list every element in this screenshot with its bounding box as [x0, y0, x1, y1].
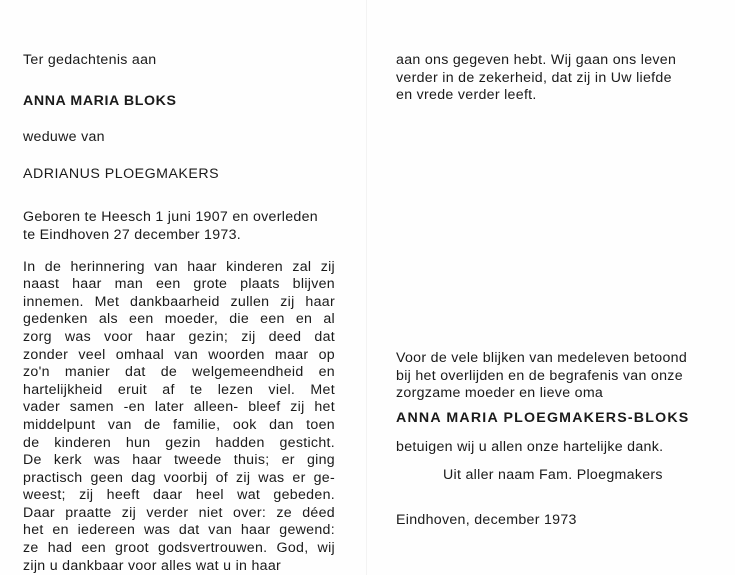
text-line: ze had een groot godsvertrouwen. God, wij: [23, 540, 335, 557]
text-line: gedenken als een moeder, die een en al: [23, 311, 335, 328]
continuation-line: en vrede verder leeft.: [396, 87, 537, 104]
text-line: In de herinnering van haar kinderen zal zij: [23, 258, 335, 275]
thanks-line: zorgzame moeder en lieve oma: [396, 385, 604, 402]
left-page: [23, 52, 335, 575]
thanks-text: betuigen wij u allen onze hartelijke dank.: [396, 439, 664, 455]
intro-text: Ter gedachtenis aan: [23, 52, 157, 68]
text-line: zorg was voor haar gezin; zij deed dat: [23, 328, 335, 345]
text-line: zonder veel omhaal van woorden maar op: [23, 346, 335, 363]
widow-of-text: weduwe van: [23, 129, 105, 146]
fold-line: [366, 0, 367, 575]
text-line: de kinderen hun gezin hadden gesticht.: [23, 434, 335, 451]
birth-line: Geboren te Heesch 1 juni 1907 en overleden: [23, 209, 318, 226]
text-line: Daar praatte zij verder niet over: ze déed: [23, 504, 335, 521]
full-name: ANNA MARIA PLOEGMAKERS-BLOKS: [396, 410, 690, 426]
text-line: zo'n manier dat de welgemeendheid en: [23, 364, 335, 381]
text-line: naast haar man een grote plaats blijven: [23, 276, 335, 293]
thanks-block: [396, 350, 708, 403]
text-line: weest; zij heeft daar heel wat gebeden.: [23, 487, 335, 504]
text-line: practisch geen dag voorbij of zij was er ge-: [23, 469, 335, 486]
birth-line: te Eindhoven 27 december 1973.: [23, 226, 242, 243]
text-line: De kerk was haar tweede thuis; er ging: [23, 452, 335, 469]
text-line: hartelijkheid eruit af te lezen viel. Met: [23, 381, 335, 398]
deceased-name: ANNA MARIA BLOKS: [23, 92, 177, 109]
place-date: Eindhoven, december 1973: [396, 512, 577, 528]
continuation-line: verder in de zekerheid, dat zij in Uw liefde: [396, 69, 672, 86]
birth-block: [23, 209, 335, 244]
thanks-line: Voor de vele blijken van medeleven betoond: [396, 350, 688, 366]
text-line: zijn u dankbaar voor alles wat u in haar: [23, 557, 282, 574]
text-line: het en iedereen was dat van haar gewend:: [23, 522, 335, 539]
right-page: [396, 52, 708, 105]
husband-name: ADRIANUS PLOEGMAKERS: [23, 165, 220, 182]
text-line: innemen. Met dankbaarheid zullen zij haar: [23, 293, 335, 310]
continuation-text: [396, 52, 708, 105]
signature-text: Uit aller naam Fam. Ploegmakers: [443, 467, 663, 483]
biography-text: [23, 259, 335, 575]
continuation-line: aan ons gegeven hebt. Wij gaan ons leven: [396, 52, 677, 68]
thanks-line: bij het overlijden en de begrafenis van onze: [396, 367, 683, 384]
text-line: vader samen -en later alleen- bleef zij het: [23, 399, 335, 416]
text-line: middelpunt van de familie, ook dan toen: [23, 416, 335, 433]
